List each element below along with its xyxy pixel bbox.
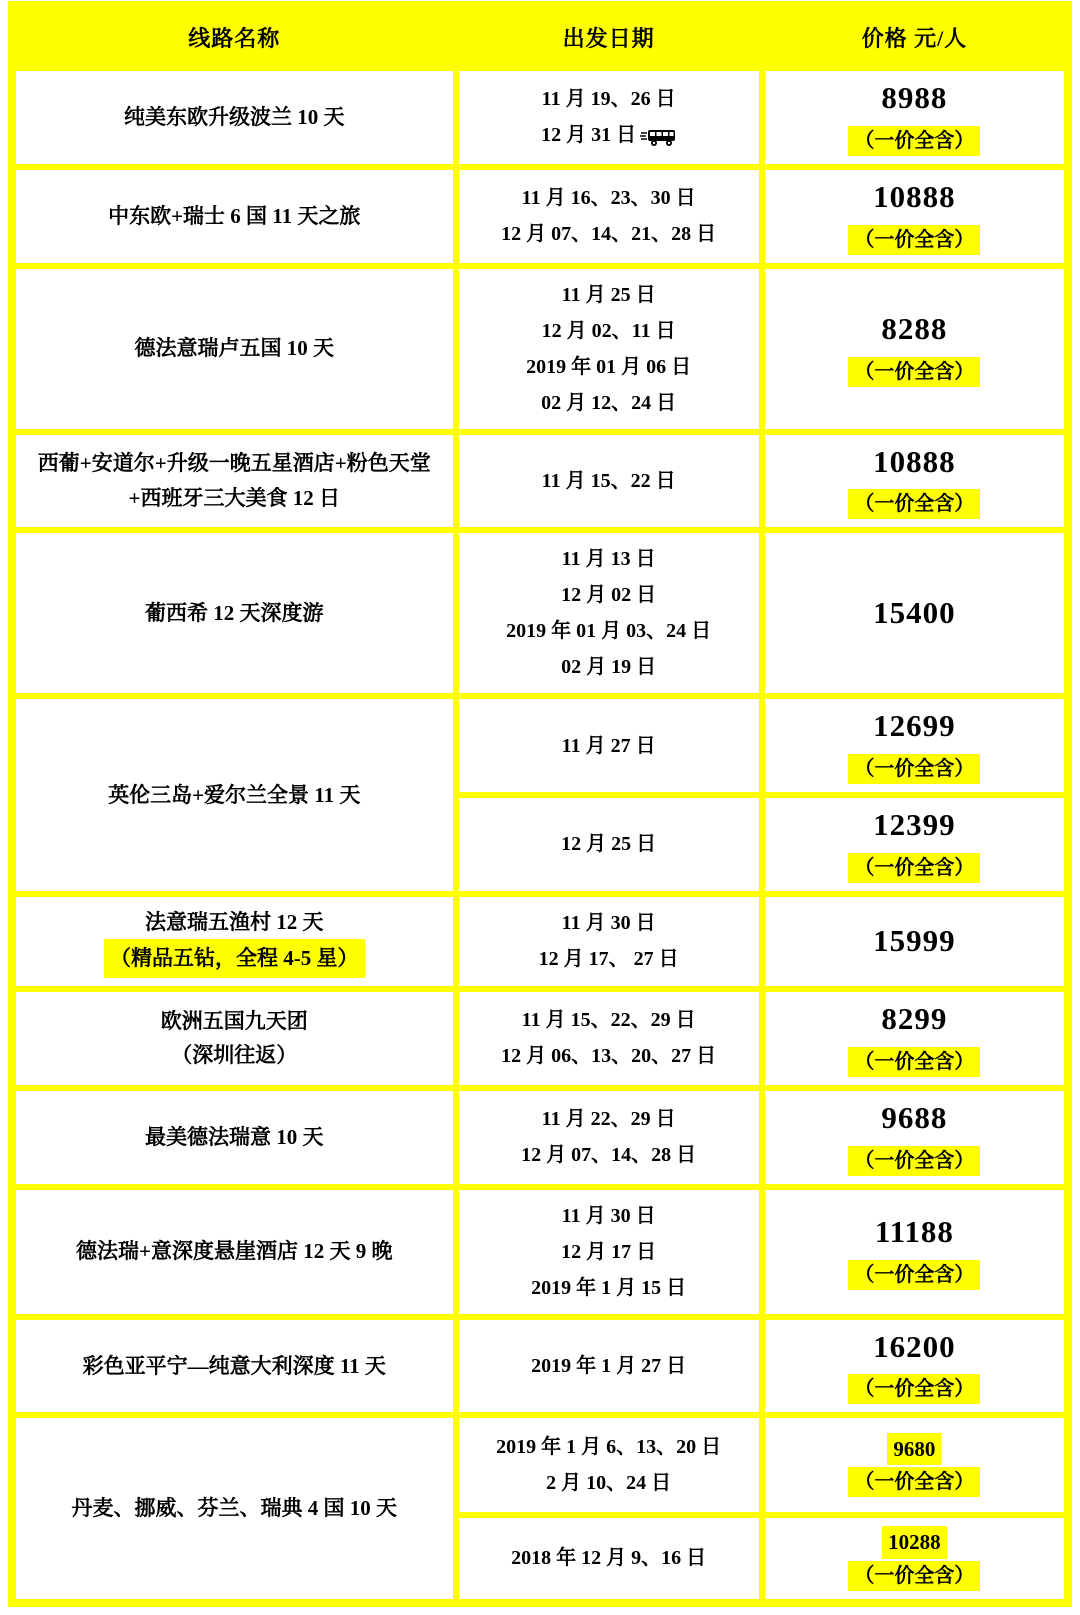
- date-line: 11 月 16、23、30 日: [521, 187, 696, 210]
- table-row: [12, 696, 1068, 795]
- price: 15999: [873, 923, 956, 959]
- price-note: （一价全含）: [775, 1260, 1054, 1290]
- route-name-cell: [12, 1317, 456, 1416]
- route-name: 中东欧+瑞士 6 国 11 天之旅: [108, 203, 361, 228]
- price: 10888: [873, 178, 956, 214]
- route-name-cell: [12, 266, 456, 432]
- route-name-cell: [12, 696, 456, 894]
- date-line: 2019 年 1 月 6、13、20 日: [496, 1436, 722, 1459]
- price-cell: [762, 989, 1068, 1088]
- price-note: （一价全含）: [775, 1374, 1054, 1404]
- price: 15400: [873, 594, 956, 630]
- price-note: （一价全含）: [775, 1561, 1054, 1591]
- price: 16200: [873, 1328, 956, 1364]
- price-cell: [762, 894, 1068, 989]
- route-name: 英伦三岛+爱尔兰全景 11 天: [108, 782, 361, 807]
- route-name: 德法意瑞卢五国 10 天: [134, 336, 334, 361]
- date-line: 12 月 07、14、21、28 日: [501, 223, 717, 246]
- table-row: [12, 894, 1068, 989]
- route-name: 纯美东欧升级波兰 10 天: [124, 105, 345, 130]
- dates-cell: [456, 1515, 762, 1602]
- dates-cell: [456, 530, 762, 696]
- price: 9680: [775, 1433, 1054, 1465]
- date-line: 12 月 17 日: [561, 1240, 657, 1263]
- price-note: （一价全含）: [775, 1146, 1054, 1176]
- price-cell: [762, 1317, 1068, 1416]
- date-line: 02 月 12、24 日: [541, 391, 677, 414]
- price-note: （一价全含）: [775, 853, 1054, 883]
- route-name-cell: [12, 1415, 456, 1602]
- price-note: （一价全含）: [775, 1047, 1054, 1077]
- table-row: [12, 432, 1068, 531]
- date-line: 12 月 25 日: [561, 833, 657, 856]
- route-name: 法意瑞五渔村 12 天: [145, 909, 324, 934]
- price: 9688: [881, 1099, 948, 1135]
- route-name-highlight: （精品五钻，全程 4-5 星）: [26, 939, 443, 978]
- price-cell: [762, 1187, 1068, 1317]
- bus-icon: [640, 127, 676, 147]
- date-line: 2019 年 01 月 03、24 日: [506, 620, 712, 643]
- date-line: 12 月 06、13、20、27 日: [501, 1045, 717, 1068]
- date-line: 11 月 25 日: [561, 283, 656, 306]
- route-name-cell: [12, 68, 456, 167]
- route-name-cell: [12, 432, 456, 531]
- price: 10288: [775, 1526, 1054, 1558]
- dates-cell: [456, 167, 762, 266]
- date-line: 11 月 15、22 日: [541, 469, 676, 492]
- date-line: 2019 年 1 月 27 日: [531, 1354, 687, 1377]
- route-name-line2: +西班牙三大美食 12 日: [128, 485, 340, 510]
- date-line: 11 月 13 日: [561, 548, 656, 571]
- date-line: 11 月 19、26 日: [541, 88, 676, 111]
- table-row: [12, 167, 1068, 266]
- price-cell: [762, 696, 1068, 795]
- date-line: 02 月 19 日: [561, 656, 657, 679]
- price-cell: [762, 1515, 1068, 1602]
- dates-cell: [456, 1317, 762, 1416]
- price: 8988: [881, 80, 948, 115]
- route-name: 欧洲五国九天团: [160, 1008, 308, 1033]
- price-cell: [762, 266, 1068, 432]
- route-name: 葡西希 12 天深度游: [145, 600, 324, 625]
- dates-cell: [456, 1088, 762, 1187]
- table-row: [12, 1088, 1068, 1187]
- price-note: （一价全含）: [775, 357, 1054, 387]
- date-line: 11 月 15、22、29 日: [521, 1009, 696, 1032]
- route-name-line2: （深圳往返）: [171, 1043, 298, 1068]
- price-note: （一价全含）: [775, 1467, 1054, 1497]
- price-cell: [762, 795, 1068, 894]
- dates-cell: [456, 894, 762, 989]
- table-row: [12, 1317, 1068, 1416]
- dates-cell: [456, 266, 762, 432]
- price: 8288: [881, 311, 948, 347]
- price-note: （一价全含）: [775, 225, 1054, 255]
- price: 12399: [873, 807, 956, 842]
- route-name: 丹麦、挪威、芬兰、瑞典 4 国 10 天: [71, 1496, 397, 1521]
- price-cell: [762, 167, 1068, 266]
- date-line: 2018 年 12 月 9、16 日: [511, 1547, 707, 1570]
- price: 11188: [874, 1214, 954, 1250]
- route-name-cell: [12, 989, 456, 1088]
- route-name: 彩色亚平宁—纯意大利深度 11 天: [82, 1353, 386, 1378]
- price: 10888: [873, 443, 956, 479]
- date-line: 12 月 02 日: [561, 584, 657, 607]
- price-cell: [762, 530, 1068, 696]
- price-cell: [762, 1415, 1068, 1515]
- date-line: 11 月 30 日: [561, 1204, 656, 1227]
- col-header-route: 线路名称: [12, 5, 456, 68]
- table-row: [12, 989, 1068, 1088]
- dates-cell: [456, 68, 762, 167]
- route-name: 西葡+安道尔+升级一晚五星酒店+粉色天堂: [37, 451, 431, 476]
- table-row: [12, 68, 1068, 167]
- route-name-cell: [12, 1088, 456, 1187]
- price: 8299: [881, 1001, 948, 1037]
- route-name: 德法瑞+意深度悬崖酒店 12 天 9 晚: [76, 1239, 393, 1264]
- header-row: [12, 5, 1068, 68]
- date-line: 2019 年 01 月 06 日: [526, 355, 692, 378]
- price-cell: [762, 432, 1068, 531]
- route-name-cell: [12, 167, 456, 266]
- route-name-cell: [12, 894, 456, 989]
- table-row: [12, 266, 1068, 432]
- price: 12699: [873, 708, 956, 744]
- dates-cell: [456, 696, 762, 795]
- date-line: 11 月 22、29 日: [541, 1108, 676, 1131]
- price-note: （一价全含）: [775, 489, 1054, 519]
- date-line: 11 月 30 日: [561, 912, 656, 935]
- price-note: （一价全含）: [775, 126, 1054, 156]
- date-line: 12 月 07、14、28 日: [521, 1144, 697, 1167]
- table-row: [12, 1187, 1068, 1317]
- dates-cell: [456, 989, 762, 1088]
- route-name-cell: [12, 1187, 456, 1317]
- date-line: 12 月 02、11 日: [541, 319, 676, 342]
- dates-cell: [456, 1415, 762, 1515]
- table-row: [12, 1415, 1068, 1515]
- date-line: 11 月 27 日: [561, 734, 656, 757]
- price-cell: [762, 1088, 1068, 1187]
- date-line: 2019 年 1 月 15 日: [531, 1276, 687, 1299]
- dates-cell: [456, 795, 762, 894]
- route-name: 最美德法瑞意 10 天: [145, 1124, 324, 1149]
- col-header-dates: 出发日期: [456, 5, 762, 68]
- date-line: 12 月 17、 27 日: [538, 948, 679, 971]
- table-row: [12, 530, 1068, 696]
- tour-price-table: [8, 1, 1072, 1607]
- date-line: 12 月 31 日: [469, 117, 749, 153]
- price-note: （一价全含）: [775, 754, 1054, 784]
- col-header-price: 价格 元/人: [762, 5, 1068, 68]
- date-line: 2 月 10、24 日: [546, 1472, 672, 1495]
- price-cell: [762, 68, 1068, 167]
- dates-cell: [456, 1187, 762, 1317]
- dates-cell: [456, 432, 762, 531]
- route-name-cell: [12, 530, 456, 696]
